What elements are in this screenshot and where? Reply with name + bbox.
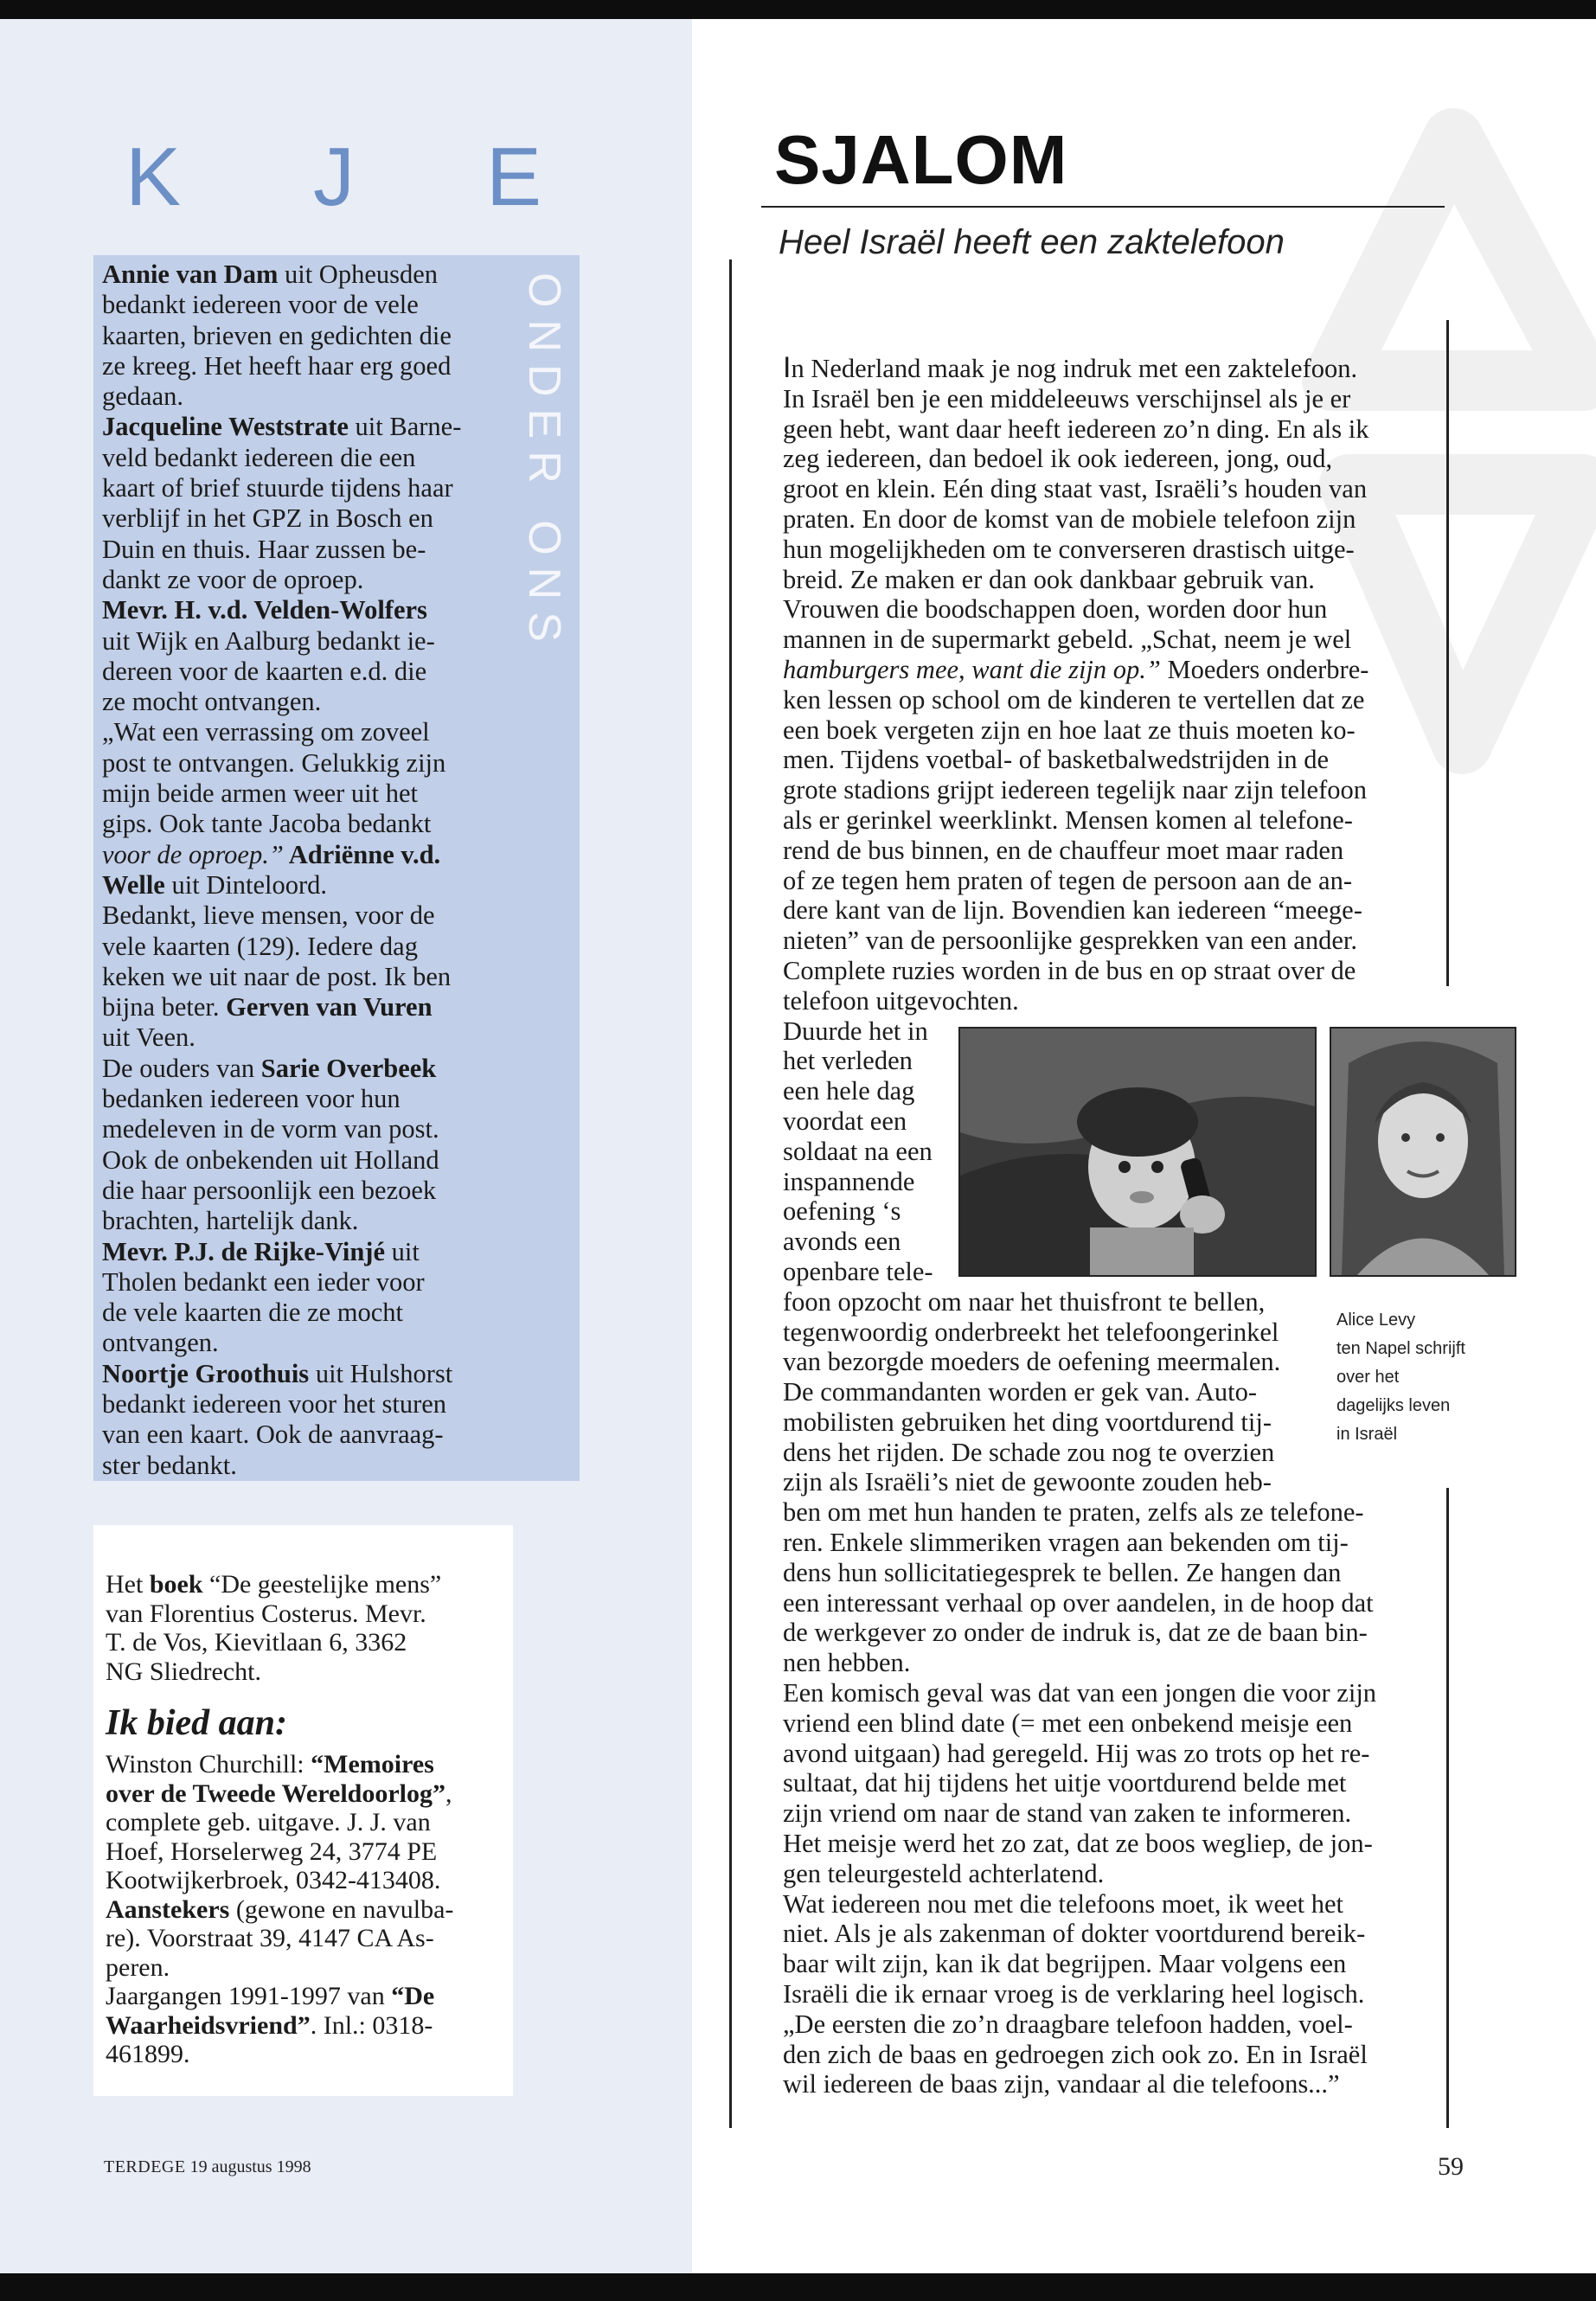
text-line — [102, 565, 502, 595]
offer-heading: Ik bied aan: — [106, 1703, 287, 1743]
text-line — [783, 1919, 1440, 1949]
text-line — [783, 1708, 1440, 1739]
name-highlight: Mevr. P.J. de Rijke-Vinjé — [102, 1236, 385, 1266]
text-line — [102, 1359, 502, 1389]
text-segment: medeleven in de vorm van post. — [102, 1114, 439, 1144]
text-segment: In Israël ben je een middeleeuws verschijnsel als je er — [783, 383, 1351, 413]
text-segment: bijna beter. — [102, 992, 227, 1022]
text-line — [783, 444, 1440, 474]
text-segment: voordat een — [783, 1106, 907, 1136]
text-segment: ben om met hun handen te praten, zelfs als ze telefone- — [783, 1497, 1364, 1528]
author-photo-image — [1331, 1029, 1515, 1275]
text-line — [102, 717, 502, 747]
text-segment: keken we uit naar de post. Ik ben — [102, 961, 452, 991]
text-segment: uit Hulshorst — [309, 1358, 453, 1388]
text-line — [102, 260, 502, 290]
text-segment: tegenwoordig onderbreekt het telefoongerinkel — [783, 1317, 1279, 1347]
text-segment: foon opzocht om naar het thuisfront te bellen, — [783, 1286, 1266, 1317]
name-highlight: Noortje Groothuis — [102, 1358, 310, 1388]
kje-heading — [125, 130, 575, 234]
text-line — [106, 1953, 503, 1983]
caption-line: over het — [1336, 1368, 1400, 1387]
text-segment: soldaat na een — [783, 1136, 933, 1166]
text-segment: avond uitgaan) had geregeld. Hij was zo trots op het re- — [783, 1738, 1370, 1768]
article-subtitle: Heel Israël heeft een zaktelefoon — [779, 223, 1285, 261]
text-line — [102, 687, 502, 717]
text-segment: Winston Churchill: — [106, 1750, 311, 1779]
text-line — [783, 775, 1440, 805]
text-line — [102, 748, 502, 779]
text-line — [102, 473, 502, 503]
text-segment: van Florentius Costerus. Mevr. — [106, 1599, 426, 1628]
text-line — [783, 866, 1440, 896]
text-segment: de werkgever zo onder de indruk is, dat ze de baan bin- — [783, 1618, 1368, 1648]
text-line — [102, 1267, 502, 1298]
bottom-border — [0, 2273, 1596, 2301]
text-segment: gen teleurgesteld achterlatend. — [783, 1858, 1105, 1888]
text-segment: Het meisje werd het zo zat, dat ze boos wegliep, de jon- — [783, 1829, 1373, 1859]
text-segment: Wat iedereen nou met die telefoons moet, ik weet het — [783, 1888, 1343, 1919]
text-line — [102, 1420, 502, 1450]
text-segment: dens hun sollicitatiegesprek te bellen. Ze hangen dan — [783, 1557, 1342, 1587]
text-line — [106, 1895, 503, 1925]
name-highlight: over de Tweede Wereldoorlog” — [106, 1779, 446, 1808]
text-segment: uit Dinteloord. — [164, 869, 328, 900]
text-segment: vele kaarten (129). Iedere dag — [102, 931, 418, 961]
text-segment: „De eersten die zo’n draagbare telefoon hadden, voel- — [783, 2009, 1353, 2039]
text-segment: Een komisch geval was dat van een jongen die voor zijn — [783, 1678, 1377, 1708]
text-line — [783, 1829, 1440, 1859]
text-segment: Kootwijkerbroek, 0342-413408. — [106, 1866, 441, 1894]
text-line — [102, 1084, 502, 1114]
text-line — [783, 926, 1440, 956]
text-line — [783, 594, 1440, 625]
name-highlight: Annie van Dam — [102, 260, 279, 289]
text-line — [102, 321, 502, 351]
text-line — [783, 2009, 1440, 2040]
text-segment: , — [445, 1779, 452, 1808]
text-segment: uit Veen. — [102, 1022, 195, 1053]
name-highlight: Waarheidsvriend” — [106, 2010, 311, 2040]
text-segment: De ouders van — [102, 1053, 261, 1083]
text-segment: mijn beide armen weer uit het — [102, 779, 419, 809]
text-line — [783, 535, 1440, 565]
text-segment: (gewone en navulba- — [229, 1894, 454, 1924]
text-segment: sultaat, dat hij tijdens het uitje voortdurend belde met — [783, 1768, 1347, 1798]
article-title: SJALOM — [774, 121, 1068, 198]
text-segment: Tholen bedankt een ieder voor — [102, 1266, 425, 1297]
text-line — [783, 1678, 1440, 1708]
caption-line: in Israël — [1336, 1425, 1398, 1444]
text-segment: avonds een — [783, 1227, 901, 1257]
text-segment: ken lessen op school om de kinderen te vertellen dat ze — [783, 684, 1365, 715]
text-segment: kaart of brief stuurde tijdens haar — [102, 473, 453, 503]
text-segment: bedankt iedereen voor de vele — [102, 290, 419, 320]
text-segment: ze kreeg. Het heeft haar erg goed — [102, 350, 452, 381]
text-segment: een interessant verhaal op over aandelen, in de hoop dat — [783, 1587, 1374, 1618]
text-line — [102, 779, 502, 809]
text-segment: nen hebben. — [783, 1648, 911, 1678]
text-segment: verblijf in het GPZ in Bosch en — [102, 503, 433, 534]
article-first-line — [791, 354, 1357, 383]
photo-child-with-phone — [958, 1027, 1317, 1277]
text-segment: Ook de onbekenden uit Holland — [102, 1144, 439, 1175]
text-segment: als er gerinkel weerklinkt. Mensen komen al telefone- — [783, 804, 1353, 835]
photo-caption — [1336, 1306, 1509, 1449]
kje-letter-k: K — [125, 131, 182, 223]
text-segment: Duurde het in — [783, 1016, 928, 1046]
text-segment: zeg iedereen, dan bedoel ik ook iedereen, jong, oud, — [783, 444, 1333, 474]
text-line — [102, 626, 502, 657]
text-segment: 461899. — [106, 2040, 190, 2068]
text-line — [102, 1054, 502, 1084]
text-segment: re). Voorstraat 39, 4147 CA As- — [106, 1924, 434, 1952]
text-segment: n Nederland maak je nog indruk met een zaktelefoon. — [791, 354, 1358, 383]
text-line — [106, 2011, 503, 2041]
name-highlight: “De — [391, 1982, 435, 2010]
name-highlight: Gerven van Vuren — [226, 992, 433, 1022]
kje-letter-e: E — [486, 131, 542, 223]
caption-line: ten Napel schrijft — [1336, 1339, 1465, 1358]
column-rule-right-top — [1446, 320, 1449, 986]
offer-text — [106, 1570, 503, 2069]
text-line — [106, 1657, 503, 1687]
name-highlight: “Memoires — [311, 1750, 434, 1779]
text-line — [102, 1328, 502, 1358]
text-segment: oefening ‘s — [783, 1196, 901, 1227]
text-line — [102, 1145, 502, 1176]
offer-book-notice — [106, 1570, 503, 1686]
text-segment: Vrouwen die boodschappen doen, worden door hun — [783, 594, 1328, 625]
text-segment: brachten, hartelijk dank. — [102, 1206, 359, 1236]
text-line — [783, 1859, 1440, 1889]
text-segment: ze mocht ontvangen. — [102, 687, 322, 717]
text-line — [102, 503, 502, 534]
text-segment: . Inl.: 0318- — [310, 2010, 433, 2040]
text-line — [783, 474, 1440, 504]
text-line — [783, 1889, 1440, 1920]
name-highlight: Adriënne v.d. — [283, 839, 441, 869]
child-photo-image — [960, 1029, 1315, 1275]
text-segment: groot en klein. Eén ding staat vast, Israëli’s houden van — [783, 474, 1368, 504]
text-line — [106, 1982, 503, 2011]
article-line — [783, 353, 1440, 384]
text-line — [106, 1779, 503, 1809]
text-line — [783, 504, 1440, 535]
text-segment: van bezorgde moeders de oefening meermalen. — [783, 1347, 1281, 1377]
text-segment: den zich de baas en gedroegen zich ook zo. En in Israël — [783, 2039, 1368, 2069]
text-line — [102, 412, 502, 442]
text-segment: of ze tegen hem praten of tegen de persoon aan de an- — [783, 865, 1352, 895]
text-segment: mannen in de supermarkt gebeld. „Schat, neem je wel — [783, 625, 1352, 655]
text-line — [106, 1570, 503, 1599]
text-line — [102, 657, 502, 687]
text-line — [106, 1808, 503, 1837]
text-line — [783, 1648, 1440, 1678]
text-line — [106, 1866, 503, 1895]
text-line — [783, 1558, 1440, 1588]
text-segment: uit — [384, 1236, 420, 1266]
text-segment: zijn als Israëli’s niet de gewoonte zouden heb- — [783, 1467, 1272, 1497]
text-segment: van een kaart. Ook de aanvraag- — [102, 1420, 444, 1450]
text-line — [102, 1114, 502, 1144]
text-line — [783, 685, 1440, 715]
text-segment: dereen voor de kaarten e.d. die — [102, 656, 427, 686]
text-segment: voor de oproep.” — [102, 839, 284, 869]
text-segment: bedanken iedereen voor hun — [102, 1084, 401, 1114]
text-segment: Hoef, Horselerweg 24, 3774 PE — [106, 1836, 438, 1866]
text-segment: een hele dag — [783, 1076, 915, 1106]
text-segment: vriend een blind date (= met een onbekend meisje een — [783, 1708, 1353, 1738]
text-segment: Complete ruzies worden in de bus en op straat over de — [783, 955, 1356, 985]
footer-issue — [104, 2157, 311, 2177]
text-segment: „Wat een verrassing om zoveel — [102, 717, 430, 747]
text-segment: breid. Ze maken er dan ook dankbaar gebruik van. — [783, 564, 1315, 594]
top-border — [0, 0, 1596, 19]
photo-author-portrait — [1330, 1027, 1516, 1277]
text-line — [783, 956, 1440, 986]
name-highlight: Jacqueline Weststrate — [102, 412, 349, 442]
text-line — [783, 1949, 1440, 1979]
article-dropcap: I — [783, 351, 792, 384]
text-segment: niet. Als je als zakenman of dokter voortdurend bereik- — [783, 1919, 1366, 1949]
name-highlight: Aanstekers — [106, 1894, 230, 1924]
text-segment: NG Sliedrecht. — [106, 1657, 261, 1686]
text-segment: men. Tijdens voetbal- of basketbalwedstrijden in de — [783, 745, 1330, 775]
text-line — [783, 805, 1440, 836]
text-line — [783, 1979, 1440, 2009]
text-segment: dens het rijden. De schade zou nog te overzien — [783, 1437, 1275, 1467]
text-line — [783, 1467, 1440, 1497]
text-line — [106, 1628, 503, 1657]
onder-ons-strip — [509, 255, 580, 1481]
text-line — [102, 840, 502, 870]
text-segment: peren. — [106, 1952, 170, 1982]
text-line — [783, 1768, 1440, 1798]
text-segment: geen hebt, want daar heeft iedereen zo’n ding. En als ik — [783, 413, 1369, 444]
name-highlight: boek — [149, 1570, 203, 1599]
footer-date: 19 augustus 1998 — [189, 2157, 311, 2176]
column-rule-left — [729, 260, 732, 2128]
text-line — [102, 1022, 502, 1053]
text-line — [783, 2040, 1440, 2070]
text-segment: Bedankt, lieve mensen, voor de — [102, 901, 435, 931]
text-segment: nieten” van de persoonlijke gesprekken van een ander. — [783, 926, 1357, 956]
text-segment: die haar persoonlijk een bezoek — [102, 1175, 437, 1205]
text-line — [783, 836, 1440, 866]
text-segment: veld bedankt iedereen die een — [102, 442, 416, 472]
text-segment: uit Wijk en Aalburg bedankt ie- — [102, 625, 435, 656]
text-line — [783, 1588, 1440, 1618]
text-line — [102, 1176, 502, 1206]
text-line — [102, 1237, 502, 1267]
text-line — [102, 809, 502, 839]
text-line — [102, 595, 502, 625]
text-segment: complete geb. uitgave. J. J. van — [106, 1808, 431, 1836]
text-line — [106, 1924, 503, 1953]
text-segment: het verleden — [783, 1046, 913, 1076]
text-segment: gedaan. — [102, 381, 183, 412]
text-segment: “De geestelijke mens” — [202, 1570, 442, 1599]
text-segment: hun mogelijkheden om te converseren drastisch uitge- — [783, 534, 1355, 564]
caption-line: dagelijks leven — [1336, 1396, 1451, 1415]
column-rule-right-bottom — [1446, 1488, 1449, 2128]
text-segment: bedankt iedereen voor het sturen — [102, 1388, 447, 1419]
text-line — [102, 1206, 502, 1236]
text-segment: baar wilt zijn, kan ik dat begrijpen. Maar volgens een — [783, 1949, 1347, 1979]
name-highlight: Sarie Overbeek — [260, 1053, 437, 1083]
title-rule — [761, 206, 1445, 208]
text-line — [783, 384, 1440, 414]
name-highlight: Welle — [102, 869, 165, 900]
section-label: ONDER ONS — [519, 272, 569, 654]
text-segment: Duin en thuis. Haar zussen be- — [102, 534, 426, 564]
text-line — [102, 901, 502, 931]
text-line — [102, 381, 502, 412]
text-line — [783, 986, 1440, 1016]
text-line — [102, 870, 502, 901]
text-segment: de vele kaarten die ze mocht — [102, 1298, 404, 1328]
kje-letter-j: J — [313, 131, 355, 223]
text-segment: ster bedankt. — [102, 1450, 237, 1480]
text-line — [102, 443, 502, 473]
text-line — [106, 1750, 503, 1779]
text-segment: zijn vriend om naar de stand van zaken te informeren. — [783, 1798, 1352, 1829]
text-line — [783, 1618, 1440, 1648]
text-segment: Het — [106, 1570, 150, 1599]
text-segment: openbare tele- — [783, 1256, 933, 1286]
text-line — [102, 1389, 502, 1420]
text-line — [783, 745, 1440, 775]
text-line — [783, 1739, 1440, 1769]
text-line — [106, 2040, 503, 2069]
text-segment: Israëli die ik ernaar vroeg is de verklaring heel logisch. — [783, 1979, 1365, 2009]
text-segment: dankt ze voor de oproep. — [102, 564, 364, 594]
text-line — [783, 715, 1440, 746]
text-segment: een boek vergeten zijn en hoe laat ze thuis moeten ko- — [783, 715, 1356, 745]
text-line — [102, 1451, 502, 1481]
page-number: 59 — [1438, 2152, 1464, 2181]
text-line — [102, 992, 502, 1022]
text-segment: inspannende — [783, 1166, 915, 1196]
text-segment: wil iedereen de baas zijn, vandaar al die telefoons...” — [783, 2069, 1340, 2099]
text-segment: grote stadions grijpt iedereen tegelijk naar zijn telefoon — [783, 775, 1367, 805]
text-segment: kaarten, brieven en gedichten die — [102, 320, 452, 350]
text-segment: Jaargangen 1991-1997 van — [106, 1982, 392, 2010]
text-line — [102, 962, 502, 992]
text-segment: post te ontvangen. Gelukkig zijn — [102, 747, 446, 778]
text-line — [783, 1497, 1440, 1528]
text-line — [783, 565, 1440, 595]
text-segment: gips. Ook tante Jacoba bedankt — [102, 809, 432, 839]
text-line — [102, 290, 502, 320]
footer-magazine: TERDEGE — [104, 2157, 186, 2176]
offer-list — [106, 1750, 503, 2069]
text-segment: ren. Enkele slimmeriken vragen aan bekenden om tij- — [783, 1528, 1349, 1558]
text-line — [783, 414, 1440, 445]
text-segment: Moeders onderbre- — [1160, 654, 1369, 684]
caption-line: Alice Levy — [1336, 1311, 1416, 1330]
text-segment: De commandanten worden er gek van. Auto- — [783, 1377, 1257, 1407]
text-segment: uit Opheusden — [278, 260, 439, 289]
text-line — [106, 1837, 503, 1867]
text-segment: hamburgers mee, want die zijn op.” — [783, 654, 1161, 684]
text-segment: uit Barne- — [348, 412, 462, 442]
text-line — [783, 1798, 1440, 1829]
text-line — [102, 351, 502, 381]
text-line — [783, 895, 1440, 926]
text-line — [106, 1599, 503, 1629]
text-line — [102, 1298, 502, 1328]
text-segment: rend de bus binnen, en de chauffeur moet maar raden — [783, 835, 1344, 865]
name-highlight: Mevr. H. v.d. Velden-Wolfers — [102, 595, 427, 625]
text-line — [102, 535, 502, 565]
text-line — [783, 625, 1440, 655]
text-line — [102, 932, 502, 962]
text-segment: praten. En door de komst van de mobiele telefoon zijn — [783, 503, 1356, 534]
text-line — [783, 655, 1440, 685]
text-segment: ontvangen. — [102, 1328, 219, 1358]
text-segment: dere kant van de lijn. Bovendien kan iedereen “meege- — [783, 895, 1362, 926]
text-segment: T. de Vos, Kievitlaan 6, 3362 — [106, 1628, 407, 1657]
text-segment: telefoon uitgevochten. — [783, 985, 1019, 1016]
text-line — [783, 1528, 1440, 1558]
text-line — [783, 2069, 1440, 2099]
thanks-text — [102, 260, 502, 1481]
text-segment: mobilisten gebruiken het ding voortdurend tij- — [783, 1407, 1272, 1437]
